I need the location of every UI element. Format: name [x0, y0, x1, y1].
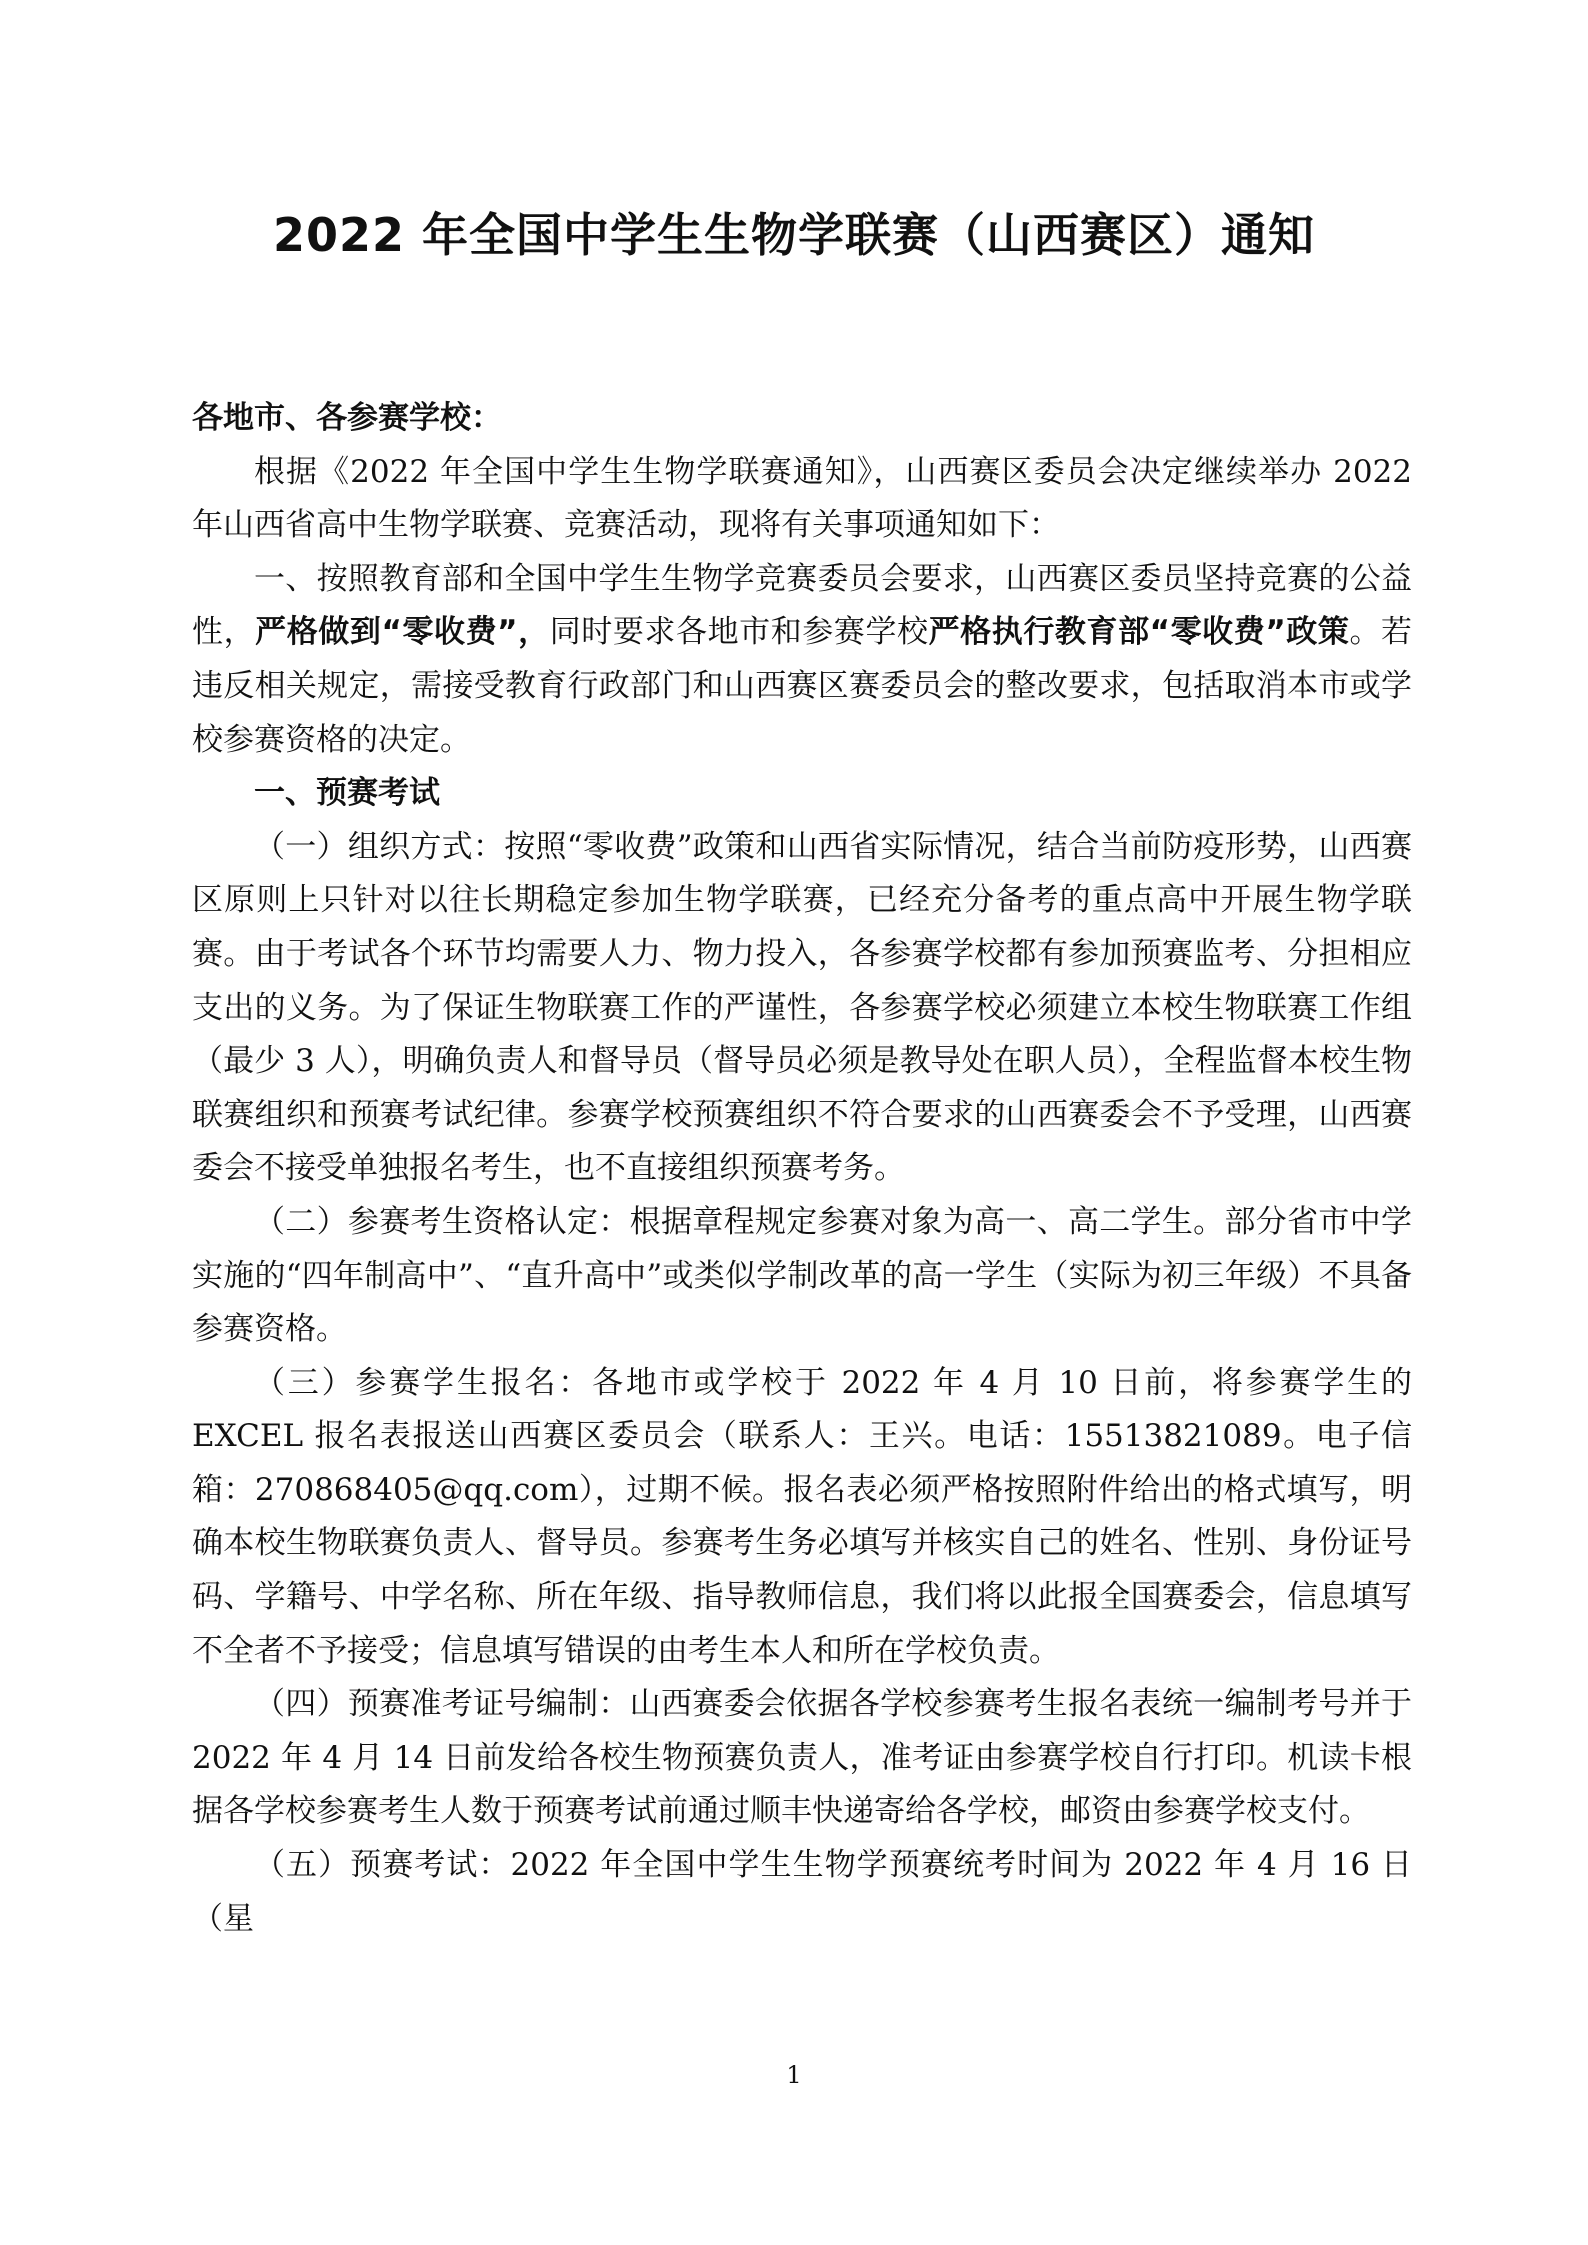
item-organization: （一）组织方式：按照“零收费”政策和山西省实际情况，结合当前防疫形势，山西赛区原则上只针对以往长期稳定参加生物学联赛，已经充分备考的重点高中开展生物学联赛。由于考试各个环节均需要人力、物力投入，各参赛学校都有参加预赛监考、分担相应支出的义务。为了保证生物联赛工作的严谨性，各参赛学校必须建立本校生物联赛工作组（最少 3 人），明确负责人和督导员（督导员必须是教导处在职人员），全程监督本校生物联赛组织和预赛考试纪律。参赛学校预赛组织不符合要求的山西赛委会不予受理，山西赛委会不接受单独报名考生，也不直接组织预赛考务。 [192, 828, 1412, 1187]
policy-bold-2: 严格执行教育部“零收费”政策 [928, 614, 1350, 651]
policy-text-1: 一、按照教育部和全国中学生生物学竞赛委员会要求，山西赛区委员坚持竞赛的公益性， [192, 560, 1412, 651]
policy-bold-1: 严格做到“零收费”， [255, 614, 550, 651]
policy-paragraph [192, 553, 1412, 767]
policy-text-3: 。若违反相关规定，需接受教育行政部门和山西赛区赛委员会的整改要求，包括取消本市或学校参赛资格的决定。 [192, 614, 1413, 758]
policy-text-2: 同时要求各地市和参赛学校 [549, 614, 929, 651]
intro-paragraph: 根据《2022 年全国中学生生物学联赛通知》，山西赛区委员会决定继续举办 2022 年山西省高中生物学联赛、竞赛活动，现将有关事项通知如下： [192, 453, 1412, 544]
item-admission-number: （四）预赛准考证号编制：山西赛委会依据各学校参赛考生报名表统一编制考号并于 2022 年 4 月 14 日前发给各校生物预赛负责人，准考证由参赛学校自行打印。机读卡根据各学校参赛考生人数于预赛考试前通过顺丰快递寄给各学校，邮资由参赛学校支付。 [192, 1686, 1412, 1830]
document-body [192, 392, 1412, 1946]
document-title: 2022 年全国中学生生物学联赛（山西赛区）通知 [272, 208, 1316, 262]
page-number: 1 [786, 2061, 802, 2089]
salutation: 各地市、各参赛学校： [192, 400, 502, 436]
item-preliminary-exam: （五）预赛考试：2022 年全国中学生生物学预赛统考时间为 2022 年 4 月 16 日（星 [192, 1847, 1412, 1937]
item-registration: （三）参赛学生报名：各地市或学校于 2022 年 4 月 10 日前，将参赛学生的 EXCEL 报名表报送山西赛区委员会（联系人：王兴。电话：15513821089。电子信箱：270868405@qq.com），过期不候。报名表必须严格按照附件给出的格式填写，明确本校生物联赛负责人、督导员。参赛考生务必填写并核实自己的姓名、性别、身份证号码、学籍号、中学名称、所在年级、指导教师信息，我们将以此报全国赛委会，信息填写不全者不予接受；信息填写错误的由考生本人和所在学校负责。 [192, 1364, 1412, 1669]
item-eligibility: （二）参赛考生资格认定：根据章程规定参赛对象为高一、高二学生。部分省市中学实施的“四年制高中”、“直升高中”或类似学制改革的高一学生（实际为初三年级）不具备参赛资格。 [192, 1203, 1412, 1348]
section-heading-preliminary-exam: 一、预赛考试 [254, 775, 440, 812]
